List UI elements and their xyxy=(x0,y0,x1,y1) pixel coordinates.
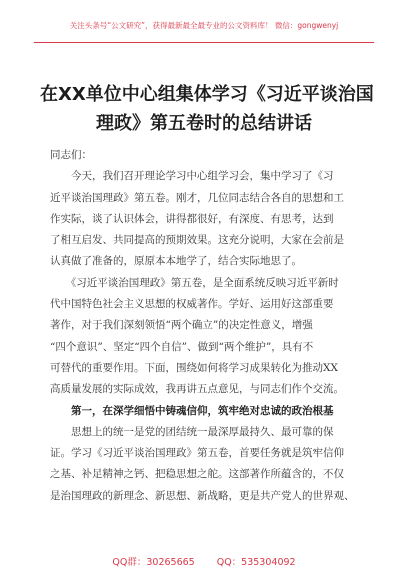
title-line-2: 理政》第五卷时的总结讲话 xyxy=(96,113,312,134)
body-line: 之基、补足精神之钙、把稳思想之舵。这部著作所蕴含的，不仅 xyxy=(50,468,344,481)
body-line: 可替代的重要作用。下面，围绕如何将学习成果转化为推动XX xyxy=(50,361,338,374)
body-line: 高质量发展的实际成效，我再讲五点意见，与同志们作个交流。 xyxy=(50,383,344,396)
header-divider xyxy=(34,42,374,43)
body-line: 《习近平谈治国理政》第五卷，是全面系统反映习近平新时 xyxy=(50,276,339,289)
section-heading: 第一，在深学细悟中铸魂信仰，筑牢绝对忠诚的政治根基 xyxy=(50,404,334,417)
document-title xyxy=(40,80,374,138)
footer-qq: QQ：535304092 xyxy=(216,557,296,568)
body-line: 作实际，谈了认识体会，讲得都很好，有深度、有思考，达到 xyxy=(50,212,334,225)
body-line xyxy=(50,145,370,166)
title-line-1: 在XX单位中心组集体学习《习近平谈治国 xyxy=(40,84,374,105)
document-body xyxy=(50,145,370,507)
body-line: “四个意识”、坚定“四个自信”、做到“两个维护”，具有不 xyxy=(50,340,314,353)
body-line: 证。学习《习近平谈治国理政》第五卷，首要任务就是筑牢信仰 xyxy=(50,447,344,460)
body-line: 代中国特色社会主义思想的权威著作。学好、运用好这部重要 xyxy=(50,298,334,311)
body-line: 是治国理政的新理念、新思想、新战略，更是共产党人的世界观、 xyxy=(50,489,355,502)
body-line: 认真做了准备的，原原本本地学了，结合实际地思了。 xyxy=(50,255,302,268)
footer-contact xyxy=(0,554,408,568)
body-line: 近平谈治国理政》第五卷。刚才，几位同志结合各自的思想和工 xyxy=(50,191,344,204)
body-line: 思想上的统一是党的团结统一最深厚最持久、最可靠的保 xyxy=(50,425,334,438)
body-line: 今天，我们召开理论学习中心组学习会，集中学习了《习 xyxy=(50,170,334,183)
footer-qq-group: QQ群：30265665 xyxy=(112,557,195,568)
header-promo-text: 关注头条号“公文研究”，获得最新最全最专业的公文资料库！ 微信：gongwenyj xyxy=(69,21,339,30)
salutation: 同志们： xyxy=(50,149,92,161)
body-line: 著作，对于我们深刻领悟“两个确立”的决定性意义，增强 xyxy=(50,319,313,332)
body-line: 了相互启发、共同提高的预期效果。这充分说明，大家在会前是 xyxy=(50,234,344,247)
